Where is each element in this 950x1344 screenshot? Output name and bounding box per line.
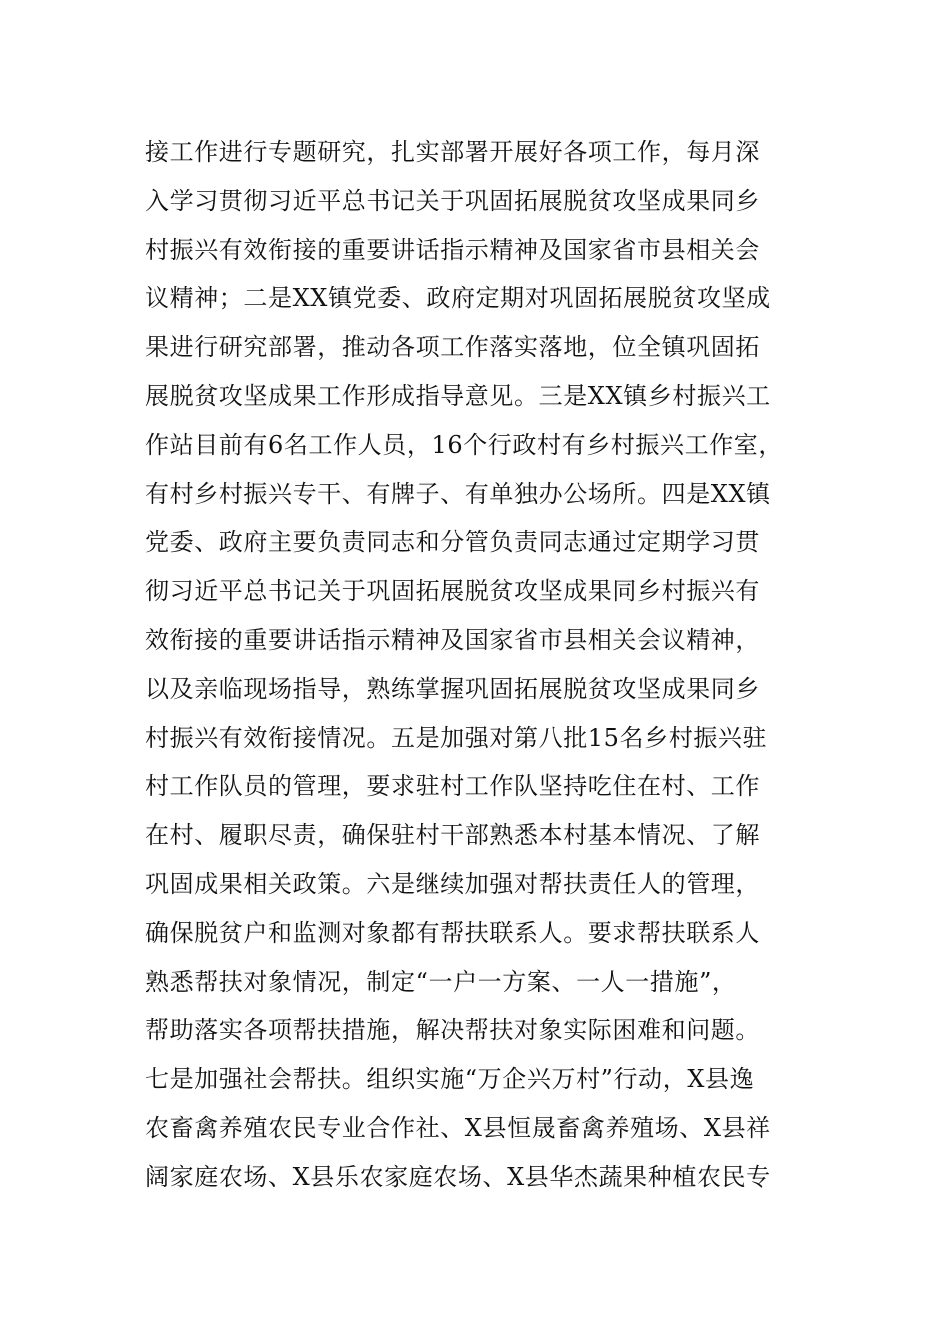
text-line: 接工作进行专题研究，扎实部署开展好各项工作，每月深 [145,138,760,166]
text-line: 展脱贫攻坚成果工作形成指导意见。三是XX镇乡村振兴工 [145,381,771,410]
text-line: 农畜禽养殖农民专业合作社、X县恒晟畜禽养殖场、X县祥 [145,1113,771,1142]
text-line: 确保脱贫户和监测对象都有帮扶联系人。要求帮扶联系人 [145,918,760,947]
text-line: 入学习贯彻习近平总书记关于巩固拓展脱贫攻坚成果同乡 [145,186,760,215]
text-line: 村工作队员的管理，要求驻村工作队坚持吃住在村、工作 [145,772,760,801]
text-line: 七是加强社会帮扶。组织实施“万企兴万村”行动，X县逸 [145,1065,755,1094]
text-line: 有村乡村振兴专干、有牌子、有单独办公场所。四是XX镇 [145,479,771,508]
text-line: 村振兴有效衔接情况。五是加强对第八批15名乡村振兴驻 [145,723,768,752]
text-line: 议精神；二是XX镇党委、政府定期对巩固拓展脱贫攻坚成 [145,284,771,313]
text-line: 巩固成果相关政策。六是继续加强对帮扶责任人的管理， [145,869,760,898]
text-line: 彻习近平总书记关于巩固拓展脱贫攻坚成果同乡村振兴有 [145,577,760,606]
text-line: 效衔接的重要讲话指示精神及国家省市县相关会议精神， [145,625,760,654]
text-line: 以及亲临现场指导，熟练掌握巩固拓展脱贫攻坚成果同乡 [145,674,760,703]
text-line: 作站目前有6名工作人员，16个行政村有乡村振兴工作室， [145,430,784,459]
text-line: 在村、履职尽责，确保驻村干部熟悉本村基本情况、了解 [145,821,760,850]
text-line: 党委、政府主要负责同志和分管负责同志通过定期学习贯 [145,528,760,557]
text-line: 村振兴有效衔接的重要讲话指示精神及国家省市县相关会 [145,235,760,264]
text-line: 果进行研究部署，推动各项工作落实落地，位全镇巩固拓 [145,333,760,362]
text-line: 熟悉帮扶对象情况，制定“一户一方案、一人一措施”， [145,967,737,996]
text-line: 帮助落实各项帮扶措施，解决帮扶对象实际困难和问题。 [145,1016,760,1045]
text-line: 阔家庭农场、X县乐农家庭农场、X县华杰蔬果种植农民专 [145,1162,771,1191]
body-paragraph [145,128,835,1202]
